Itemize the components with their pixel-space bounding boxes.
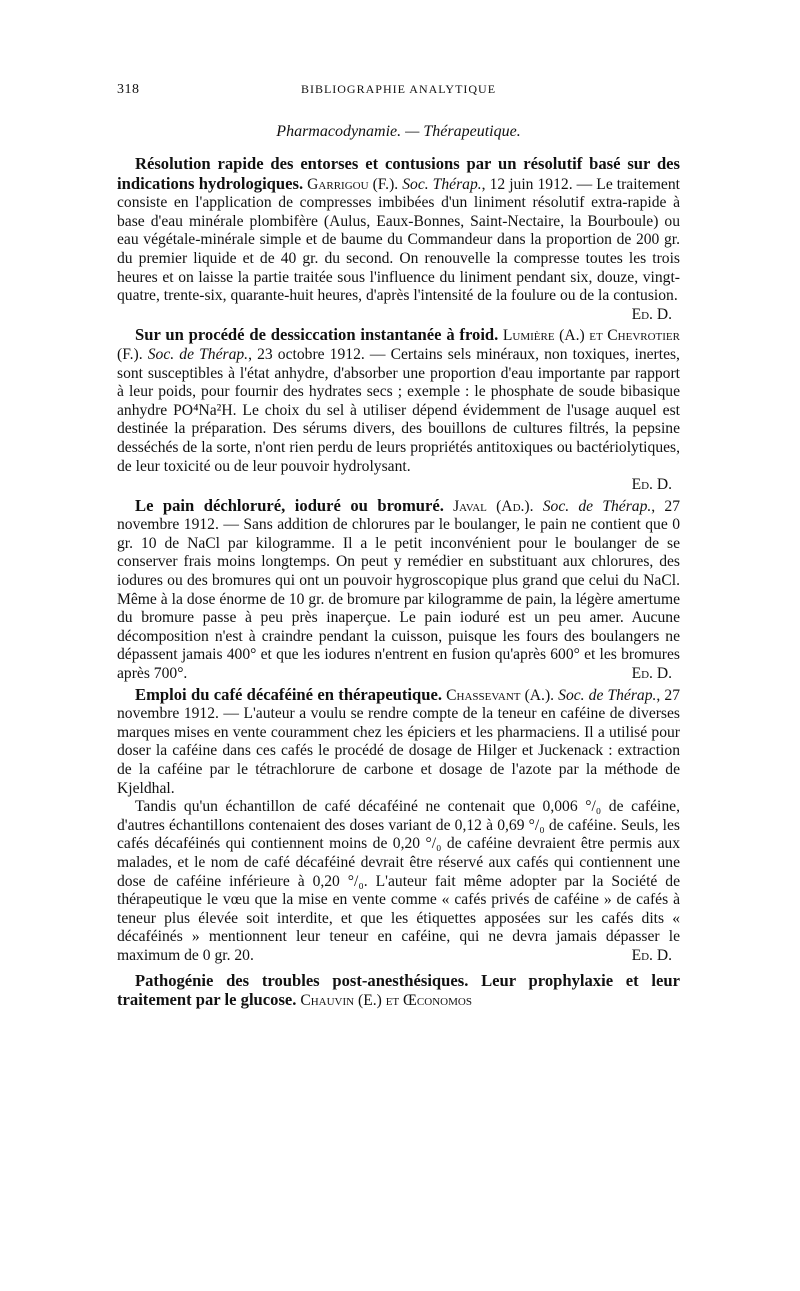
page-number: 318 (117, 82, 140, 97)
article-signature: Ed. D. (631, 665, 672, 683)
running-title: BIBLIOGRAPHIE ANALYTIQUE (300, 82, 497, 96)
article-body: — Le traitement consiste en l'application de compresses imbibées d'un liniment résolutif extra-rapide à base d'eau minérale plombifère (Aulus, Eaux-Bonnes, Saint-Nectaire, la Bourboule) ou eau végétale-minérale simple et de baume du Commandeur dans la proportion de 200 gr. du premier liquide et de 40 gr. du second. On renouvelle la compresse toutes les trois heures et on laisse la partie traitée sous l'influence du liniment pendant six, douze, vingt-quatre, trente-six, quarante-huit heures, d'après l'intensité de la foulure ou de la contusion. (117, 175, 680, 305)
article-title: Emploi du café décaféiné en thérapeutique. (135, 684, 443, 704)
article-authors: Javal (Ad.). (453, 497, 534, 515)
article-signature: Ed. D. (631, 476, 672, 494)
article-journal: Soc. de Thérap. (558, 686, 657, 704)
article-body: — Sans addition de chlorures par le boulanger, le pain ne contient que 0 gr. 10 de NaCl par kilogramme. Il a le petit inconvénient pour le boulanger de se conserver frais moins longtemps. On peut y remédier en substituant aux chlorures, des iodures ou des bromures qui ont un pouvoir hygroscopique plus grand que celui du NaCl. Même à la dose énorme de 10 gr. de bromure par kilogramme de pain, la légère amertume du bromure passe à peu près inaperçue. Le pain ioduré est un peu amer. Aucune décomposition n'est à craindre pendant la cuisson, puisque les fours des boulangers ne dépassent jamais 400° et que les iodures n'entrent en fusion qu'après 600° et les bromures après 700°. (117, 516, 680, 683)
page (117, 82, 680, 1013)
article-authors: Chassevant (A.). (446, 686, 555, 704)
article-paragraph (117, 686, 680, 799)
article-title: Résolution rapide des entorses et contusions par un résolutif basé sur des indications hydrologiques. (117, 154, 680, 193)
article-date: , 23 octobre 1912. (248, 345, 365, 363)
article-journal: Soc. de Thérap. (542, 497, 652, 515)
article-authors: Garrigou (F.). (307, 175, 399, 193)
article-body: — L'auteur a voulu se rendre compte de la teneur en caféine de diverses marques mises en vente couramment chez les épiciers et les pharmaciens. Il a utilisé pour doser la caféine dans ces cafés le procédé de dosage de Hilger et Juckenack : extraction de la caféine par le tétrachlorure de carbone et dosage de l'azote par la méthode de Kjeldhal. (117, 705, 680, 797)
article-title: Le pain déchloruré, ioduré ou bromuré. (135, 495, 444, 515)
article-authors: Chauvin (E.) et Œconomos (300, 992, 472, 1010)
article-entry (117, 497, 680, 684)
article-paragraph (117, 154, 680, 323)
article-date: , 27 novembre 1912. (117, 686, 681, 723)
article-paragraph (117, 326, 680, 476)
section-title: Pharmacodynamie. — Thérapeutique. (276, 123, 521, 140)
article-signature: Ed. D. (631, 305, 672, 323)
article-title: Pathogénie des troubles post-anesthésiques. Leur prophylaxie et leur traitement par le glucose. (117, 970, 680, 1010)
article-journal: Soc. de Thérap. (147, 345, 249, 363)
article-journal: Soc. Thérap. (402, 175, 482, 193)
article-date: , 12 juin 1912. (481, 175, 573, 193)
article-signature: Ed. D. (631, 946, 672, 964)
article-title: Sur un procédé de dessiccation instantanée à froid. (135, 325, 499, 345)
article-entry (117, 155, 680, 324)
article-body-continued: Tandis qu'un échantillon de café décaféiné ne contenait que 0,006 °/₀ de caféine, d'autres échantillons contenaient des doses variant de 0,12 à 0,69 °/₀ de caféine. Seuls, les cafés décaféinés qui contiennent moins de 0,20 °/₀ de caféine devraient être permis aux malades, et le nom de café décaféiné devrait être réservé aux cafés qui contiennent une dose de caféine inférieure à 0,20 °/₀. L'auteur fait même adopter par la Société de thérapeutique le vœu que la mise en vente comme « cafés privés de caféine » de cafés à teneur plus élevée soit interdite, et que les étiquettes apposées sur les cafés dits « décaféinés » mentionnent leur teneur en caféine, qui ne devra jamais dépasser le maximum de 0 gr. 20. (117, 798, 680, 964)
running-header (117, 82, 680, 112)
article-paragraph (117, 972, 680, 1011)
article-entry (117, 686, 680, 966)
article-paragraph-2 (117, 798, 680, 965)
article-date: , 27 novembre 1912. (117, 497, 680, 534)
article-entry (117, 972, 680, 1011)
article-paragraph (117, 497, 680, 684)
article-authors: Lumière (A.) et Chevrotier (F.). (117, 327, 680, 363)
article-entry (117, 326, 680, 494)
article-body: — Certains sels minéraux, non toxiques, inertes, sont susceptibles à l'état anhydre, d'absorber une proportion d'eau importante par rapport à leur poids, pour fournir des hydrates secs ; exemple : le phosphate de soude bibasique anhydre PO⁴Na²H. Le choix du sel à utiliser dépend évidemment de l'usage auquel est destinée la préparation. Des sérums divers, des bouillons de cultures filtrés, la pepsine desséchés de la sorte, n'ont rien perdu de leurs propriétés antitoxiques ou bactériolytiques, de leur toxicité ou de leur pouvoir hydrolysant. (117, 345, 680, 475)
